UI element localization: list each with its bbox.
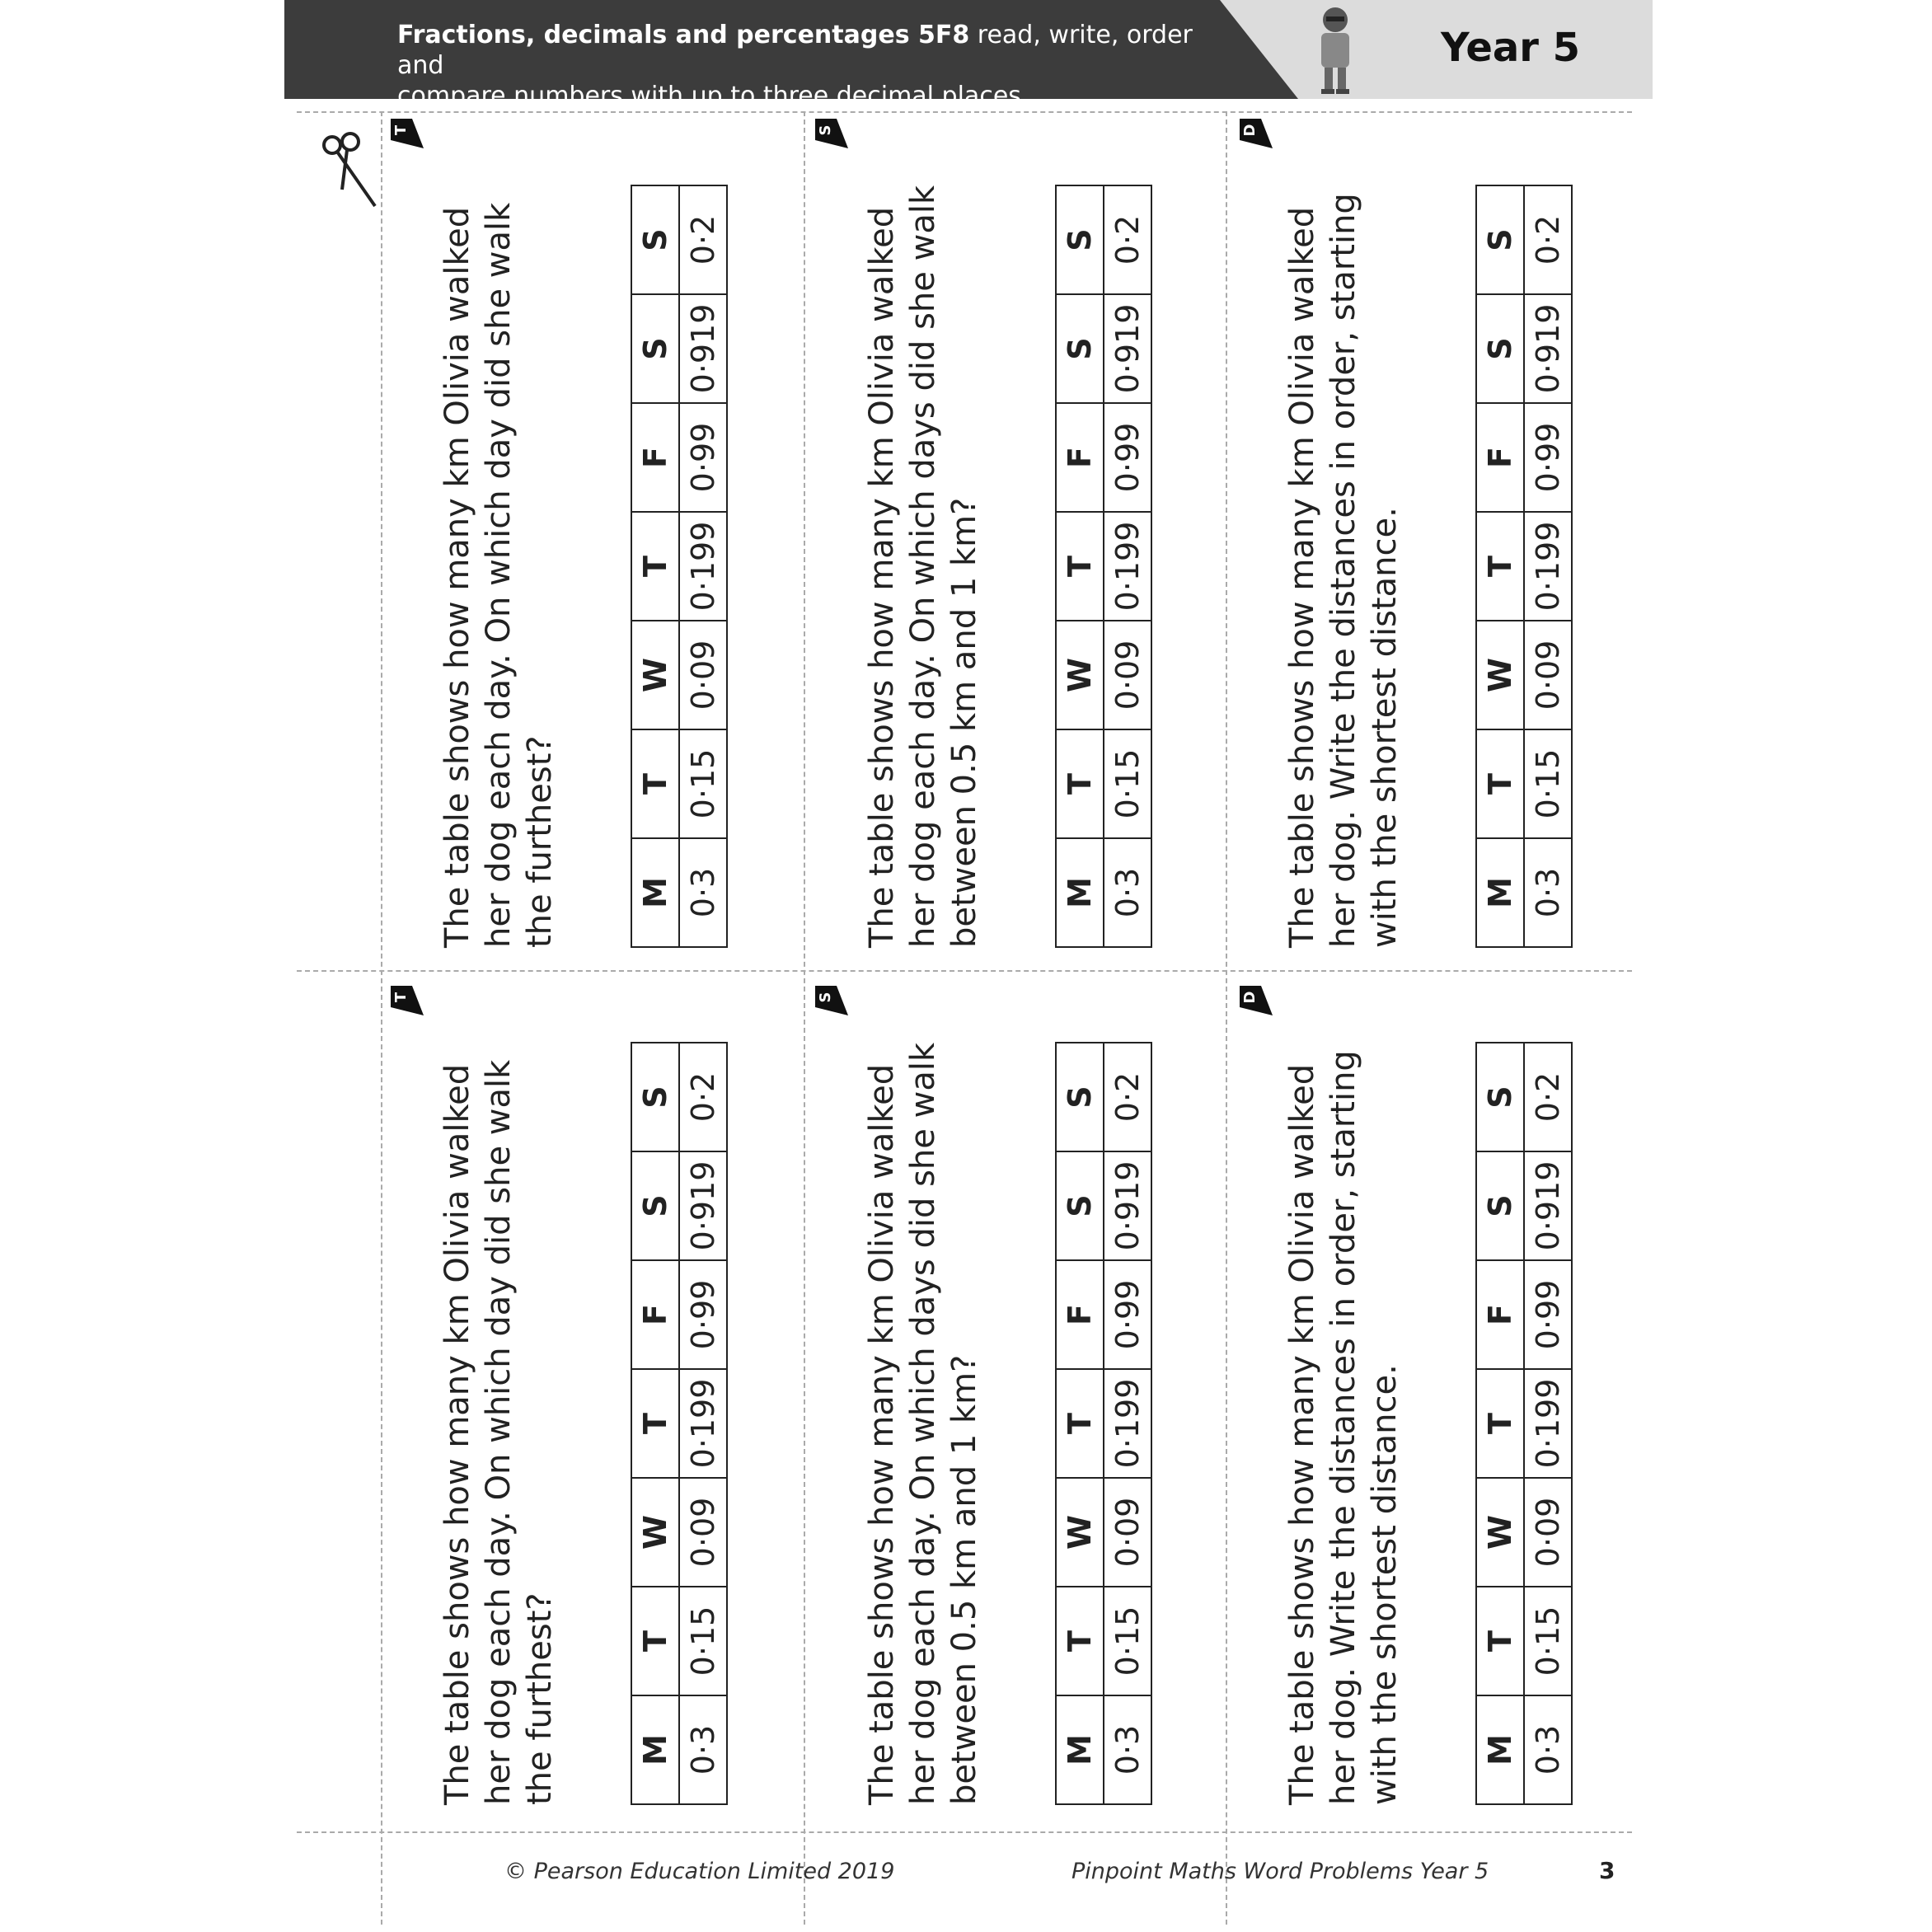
- value-cell: 0·2: [679, 1043, 727, 1151]
- day-cell: S: [631, 294, 679, 403]
- value-cell: 0·199: [1524, 512, 1572, 621]
- svg-text:T: T: [392, 992, 410, 1003]
- value-cell: 0·15: [679, 1587, 727, 1695]
- copyright-text: © Pearson Education Limited 2019: [504, 1859, 895, 1884]
- value-cell: 0·3: [1524, 838, 1572, 947]
- day-cell: F: [1476, 403, 1524, 512]
- day-cell: M: [1056, 1695, 1104, 1804]
- card-content: [437, 124, 849, 948]
- value-cell: 0·15: [1524, 1587, 1572, 1695]
- value-cell: 0·3: [1524, 1695, 1572, 1804]
- day-cell: M: [631, 838, 679, 947]
- day-cell: S: [1056, 185, 1104, 294]
- value-cell: 0·15: [679, 729, 727, 838]
- value-cell: 0·15: [1104, 1587, 1151, 1695]
- day-cell: W: [1056, 621, 1104, 729]
- distance-table: [631, 185, 728, 948]
- value-cell: 0·2: [1104, 185, 1151, 294]
- value-cell: 0·99: [679, 403, 727, 512]
- strand-desc-1: read, write, order and: [397, 21, 1193, 80]
- cut-line-top: [297, 111, 1632, 113]
- day-cell: T: [1476, 1587, 1524, 1695]
- day-cell: T: [1056, 1369, 1104, 1478]
- day-cell: S: [1476, 294, 1524, 403]
- value-cell: 0·09: [1104, 1478, 1151, 1587]
- value-cell: 0·199: [679, 1369, 727, 1478]
- day-cell: M: [1476, 1695, 1524, 1804]
- distance-table: [1475, 1042, 1573, 1805]
- value-cell: 0·09: [1104, 621, 1151, 729]
- day-cell: S: [631, 185, 679, 294]
- distance-table: [1055, 185, 1152, 948]
- difficulty-tag-icon: [812, 982, 850, 1020]
- day-cell: S: [1056, 294, 1104, 403]
- day-cell: T: [1476, 1369, 1524, 1478]
- difficulty-tag-icon: [1236, 115, 1274, 153]
- value-cell: 0·99: [1104, 1260, 1151, 1369]
- value-cell: 0·99: [1104, 403, 1151, 512]
- value-cell: 0·919: [679, 294, 727, 403]
- day-cell: W: [631, 621, 679, 729]
- day-cell: S: [1476, 185, 1524, 294]
- value-cell: 0·199: [1104, 512, 1151, 621]
- day-cell: T: [1056, 1587, 1104, 1695]
- distance-table: [1475, 185, 1573, 948]
- cut-line-middle: [297, 970, 1632, 972]
- day-cell: W: [631, 1478, 679, 1587]
- difficulty-tag-icon: [387, 115, 425, 153]
- value-cell: 0·15: [1104, 729, 1151, 838]
- cut-line-bottom: [297, 1831, 1632, 1833]
- question-text: The table shows how many km Olivia walked her dog each day. On which day did she walk the furthest?: [438, 1059, 559, 1805]
- value-cell: 0·09: [679, 621, 727, 729]
- value-cell: 0·919: [1524, 294, 1572, 403]
- svg-text:T: T: [392, 124, 410, 136]
- value-cell: 0·919: [1104, 294, 1151, 403]
- difficulty-tag-icon: [1236, 982, 1274, 1020]
- book-title-text: Pinpoint Maths Word Problems Year 5: [1072, 1859, 1489, 1884]
- day-cell: S: [631, 1151, 679, 1260]
- value-cell: 0·99: [679, 1260, 727, 1369]
- value-cell: 0·919: [679, 1151, 727, 1260]
- day-cell: S: [1476, 1151, 1524, 1260]
- value-cell: 0·2: [1524, 1043, 1572, 1151]
- day-cell: T: [631, 1587, 679, 1695]
- card-content: [1282, 981, 1694, 1805]
- day-cell: S: [1056, 1151, 1104, 1260]
- question-text: The table shows how many km Olivia walked her dog each day. On which days did she walk between 0.5 km and 1 km?: [863, 1042, 983, 1805]
- day-cell: W: [1056, 1478, 1104, 1587]
- card-content: [861, 981, 1273, 1805]
- value-cell: 0·2: [1104, 1043, 1151, 1151]
- value-cell: 0·3: [1104, 838, 1151, 947]
- mascot-character-icon: [1306, 3, 1364, 96]
- value-cell: 0·2: [679, 185, 727, 294]
- page-number: 3: [1599, 1857, 1615, 1884]
- svg-text:D: D: [1241, 991, 1259, 1004]
- day-cell: F: [631, 403, 679, 512]
- value-cell: 0·3: [679, 1695, 727, 1804]
- day-cell: F: [1476, 1260, 1524, 1369]
- day-cell: T: [631, 1369, 679, 1478]
- question-text: The table shows how many km Olivia walked her dog each day. On which day did she walk the furthest?: [438, 202, 559, 948]
- header-strand-text: [397, 20, 1222, 111]
- difficulty-tag-icon: [387, 982, 425, 1020]
- day-cell: T: [1056, 729, 1104, 838]
- question-text: The table shows how many km Olivia walked her dog. Write the distances in order, starting with the shortest distance.: [1283, 193, 1404, 948]
- day-cell: S: [1056, 1043, 1104, 1151]
- question-text: The table shows how many km Olivia walked her dog. Write the distances in order, starting with the shortest distance.: [1283, 1050, 1404, 1805]
- card-content: [1282, 124, 1694, 948]
- value-cell: 0·09: [1524, 1478, 1572, 1587]
- strand-desc-2: compare numbers with up to three decimal places: [397, 82, 1021, 110]
- day-cell: F: [1056, 403, 1104, 512]
- value-cell: 0·3: [1104, 1695, 1151, 1804]
- value-cell: 0·919: [1104, 1151, 1151, 1260]
- value-cell: 0·3: [679, 838, 727, 947]
- value-cell: 0·199: [1104, 1369, 1151, 1478]
- distance-table: [631, 1042, 728, 1805]
- day-cell: S: [631, 1043, 679, 1151]
- day-cell: M: [631, 1695, 679, 1804]
- day-cell: T: [1476, 512, 1524, 621]
- difficulty-tag-icon: [812, 115, 850, 153]
- day-cell: M: [1056, 838, 1104, 947]
- svg-text:D: D: [1241, 124, 1259, 137]
- strand-code: Fractions, decimals and percentages 5F8: [397, 21, 970, 49]
- card-content: [437, 981, 849, 1805]
- value-cell: 0·199: [679, 512, 727, 621]
- day-cell: T: [631, 512, 679, 621]
- value-cell: 0·199: [1524, 1369, 1572, 1478]
- day-cell: S: [1476, 1043, 1524, 1151]
- value-cell: 0·99: [1524, 1260, 1572, 1369]
- card-content: [861, 124, 1273, 948]
- distance-table: [1055, 1042, 1152, 1805]
- value-cell: 0·99: [1524, 403, 1572, 512]
- day-cell: W: [1476, 621, 1524, 729]
- svg-text:S: S: [817, 992, 834, 1003]
- day-cell: M: [1476, 838, 1524, 947]
- value-cell: 0·09: [1524, 621, 1572, 729]
- year-label: Year 5: [1441, 25, 1581, 71]
- cut-line-left: [381, 111, 382, 1925]
- value-cell: 0·09: [679, 1478, 727, 1587]
- question-text: The table shows how many km Olivia walked her dog each day. On which days did she walk between 0.5 km and 1 km?: [863, 185, 983, 948]
- day-cell: T: [1476, 729, 1524, 838]
- day-cell: F: [1056, 1260, 1104, 1369]
- day-cell: T: [1056, 512, 1104, 621]
- scissors-icon: [317, 132, 383, 214]
- day-cell: W: [1476, 1478, 1524, 1587]
- svg-text:S: S: [817, 124, 834, 136]
- value-cell: 0·2: [1524, 185, 1572, 294]
- day-cell: F: [631, 1260, 679, 1369]
- value-cell: 0·919: [1524, 1151, 1572, 1260]
- day-cell: T: [631, 729, 679, 838]
- value-cell: 0·15: [1524, 729, 1572, 838]
